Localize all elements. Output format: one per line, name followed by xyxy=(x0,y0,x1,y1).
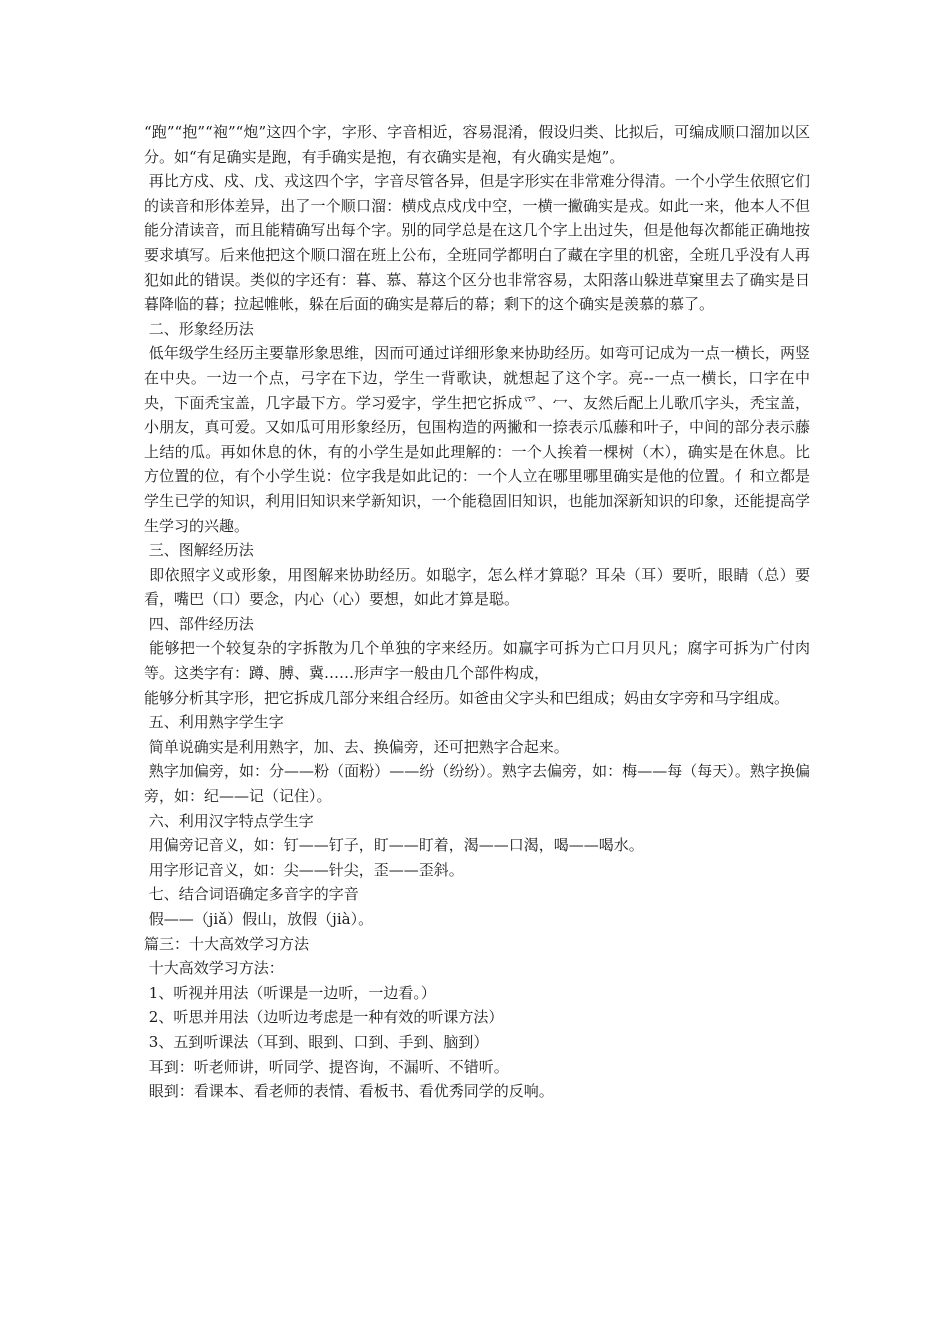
paragraph: 耳到：听老师讲，听同学、提咨询，不漏听、不错听。 xyxy=(144,1057,509,1076)
paragraph: 熟字加偏旁，如：分——粉（面粉）——纷（纷纷）。熟字去偏旁，如：梅——每（每天）。熟字换偏旁，如：纪——记（记住）。 xyxy=(144,762,810,806)
paragraph: 简单说确实是利用熟字，加、去、换偏旁，还可把熟字合起来。 xyxy=(144,737,569,756)
paragraph: 再比方戍、戍、戊、戎这四个字，字音尽管各异，但是字形实在非常难分得清。一个小学生依照它们的读音和形体差异，出了一个顺口溜：横戍点戍戊中空，一横一撇确实是戎。如此一来，他本人不但能分清读音，而且能精确写出每个字。别的同学总是在这几个字上出过失，但是他每次都能正确地按要求填写。后来他把这个顺口溜在班上公布，全班同学都明白了藏在字里的机密，全班几乎没有人再犯如此的错误。类似的字还有：暮、慕、幕这个区分也非常容易，太阳落山躲进草窠里去了确实是日暮降临的暮；拉起帷帐，躲在后面的确实是幕后的幕；剩下的这个确实是羡慕的慕了。 xyxy=(144,172,810,314)
chapter-heading: 篇三：十大高效学习方法 xyxy=(144,934,310,953)
list-item: 1、听视并用法（听课是一边听，一边看。） xyxy=(144,983,436,1002)
paragraph: 用偏旁记音义，如：钉——钉子，盯——盯着，渴——口渴，喝——喝水。 xyxy=(144,836,644,855)
paragraph: 能够分析其字形，把它拆成几部分来组合经历。如爸由父字头和巴组成；妈由女字旁和马字组成。 xyxy=(144,688,790,707)
paragraph: 十大高效学习方法： xyxy=(144,959,284,978)
paragraph: 用字形记音义，如：尖——针尖，歪——歪斜。 xyxy=(144,860,464,879)
section-heading: 六、利用汉字特点学生字 xyxy=(144,811,314,830)
paragraph: 即依照字义或形象，用图解来协助经历。如聪字，怎么样才算聪？耳朵（耳）要听，眼睛（总）要看，嘴巴（口）要念，内心（心）要想，如此才算是聪。 xyxy=(144,565,810,609)
paragraph: 低年级学生经历主要靠形象思维，因而可通过详细形象来协助经历。如弯可记成为一点一横长，两竖在中央。一边一个点，弓字在下边，学生一背歌诀，就想起了这个字。亮--一点一横长，口字在中央，下面秃宝盖，几字最下方。学习爱字，学生把它拆成爫、冖、友然后配上儿歌爪字头，秃宝盖，小朋友，真可爱。又如瓜可用形象经历，包围构造的两撇和一捺表示瓜藤和叶子，中间的部分表示藤上结的瓜。再如休息的休，有的小学生是如此理解的：一个人挨着一棵树（木），确实是在休息。比方位置的位，有个小学生说：位字我是如此记的：一个人立在哪里哪里确实是他的位置。亻和立都是学生已学的知识，利用旧知识来学新知识，一个能稳固旧知识，也能加深新知识的印象，还能提高学生学习的兴趣。 xyxy=(144,344,810,535)
paragraph: “跑”“抱”“袍”“炮”这四个字，字形、字音相近，容易混淆，假设归类、比拟后，可编成顺口溜加以区分。如“有足确实是跑，有手确实是抱，有衣确实是袍，有火确实是炮”。 xyxy=(144,123,810,166)
paragraph: 能够把一个较复杂的字拆散为几个单独的字来经历。如赢字可拆为亡口月贝凡；腐字可拆为广付肉等。这类字有：蹲、膊、冀……形声字一般由几个部件构成， xyxy=(144,639,810,683)
section-heading: 七、结合词语确定多音字的字音 xyxy=(144,885,359,904)
section-heading: 二、形象经历法 xyxy=(144,319,254,338)
list-item: 3、五到听课法（耳到、眼到、口到、手到、脑到） xyxy=(144,1032,489,1051)
paragraph: 眼到：看课本、看老师的表情、看板书、看优秀同学的反响。 xyxy=(144,1082,554,1101)
section-heading: 三、图解经历法 xyxy=(144,541,254,560)
list-item: 2、听思并用法（边听边考虑是一种有效的听课方法） xyxy=(144,1008,504,1027)
section-heading: 四、部件经历法 xyxy=(144,614,254,633)
document-body xyxy=(144,120,810,1104)
section-heading: 五、利用熟字学生字 xyxy=(144,713,284,732)
paragraph: 假——（jiǎ）假山，放假（jià）。 xyxy=(144,910,374,928)
